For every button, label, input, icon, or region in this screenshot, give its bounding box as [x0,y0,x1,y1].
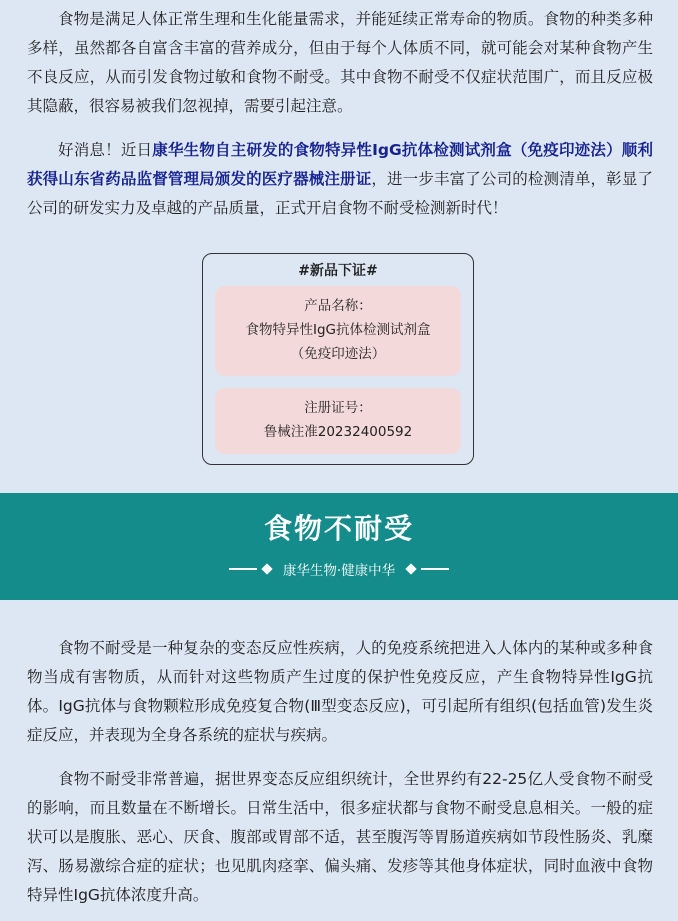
card-title: #新品下证# [298,263,378,279]
product-name-label: 产品名称： [304,298,372,314]
registration-number: 鲁械注准20232400592 [263,424,413,440]
section-paragraph-2: 食物不耐受非常普遍，据世界变态反应组织统计，全世界约有22-25亿人受食物不耐受的影响，而且数量在不断增长。日常生活中，很多症状都与食物不耐受息息相关。一般的症状可以是腹胀、恶心、厌食、腹部或胃部不适，甚至腹泻等胃肠道疾病如节段性肠炎、乳糜泻、肠易激综合症的症状；也见肌肉痉挛、偏头痛、发疹等其他身体症状，同时血液中食物特异性IgG抗体浓度升高。 [27,770,653,904]
banner-title: 食物不耐受 [263,512,414,545]
intro-paragraph-2 [27,136,653,223]
news-suffix: ，进一步丰富了公司的检测清单，彰显了公司的研发实力及卓越的产品质量，正式开启食物不耐受检测新时代！ [27,170,653,217]
intro-paragraph-1: 食物是满足人体正常生理和生化能量需求，并能延续正常寿命的物质。食物的种类多种多样，虽然都各自富含丰富的营养成分，但由于每个人体质不同，就可能会对某种食物产生不良反应，从而引发食物过敏和食物不耐受。其中食物不耐受不仅症状范围广，而且反应极其隐蔽，很容易被我们忽视掉，需要引起注意。 [27,10,653,115]
right-line-decoration [421,568,449,570]
product-name-value: 食物特异性IgG抗体检测试剂盒 [245,322,431,338]
registration-box [215,388,461,454]
product-name-box [215,286,461,376]
registration-label: 注册证号： [304,400,372,416]
section-paragraph-1: 食物不耐受是一种复杂的变态反应性疾病，人的免疫系统把进入人体内的某种或多种食物当成有害物质，从而针对这些物质产生过度的保护性免疫反应，产生食物特异性IgG抗体。IgG抗体与食物颗粒形成免疫复合物(Ⅲ型变态反应)，可引起所有组织(包括血管)发生炎症反应，并表现为全身各系统的症状与疾病。 [27,639,653,744]
news-highlight: 康华生物自主研发的食物特异性IgG抗体检测试剂盒（免疫印迹法）顺利获得山东省药品监督管理局颁发的医疗器械注册证 [27,141,653,188]
banner-subtitle: 康华生物·健康中华 [282,563,396,579]
left-diamond-icon [261,563,272,574]
new-certificate-card [202,253,474,465]
news-prefix: 好消息！近日 [58,141,153,159]
banner-subtitle-row [0,559,678,579]
section-banner [0,493,678,600]
left-line-decoration [229,568,257,570]
product-name-method: （免疫印迹法） [290,346,386,362]
right-diamond-icon [405,563,416,574]
